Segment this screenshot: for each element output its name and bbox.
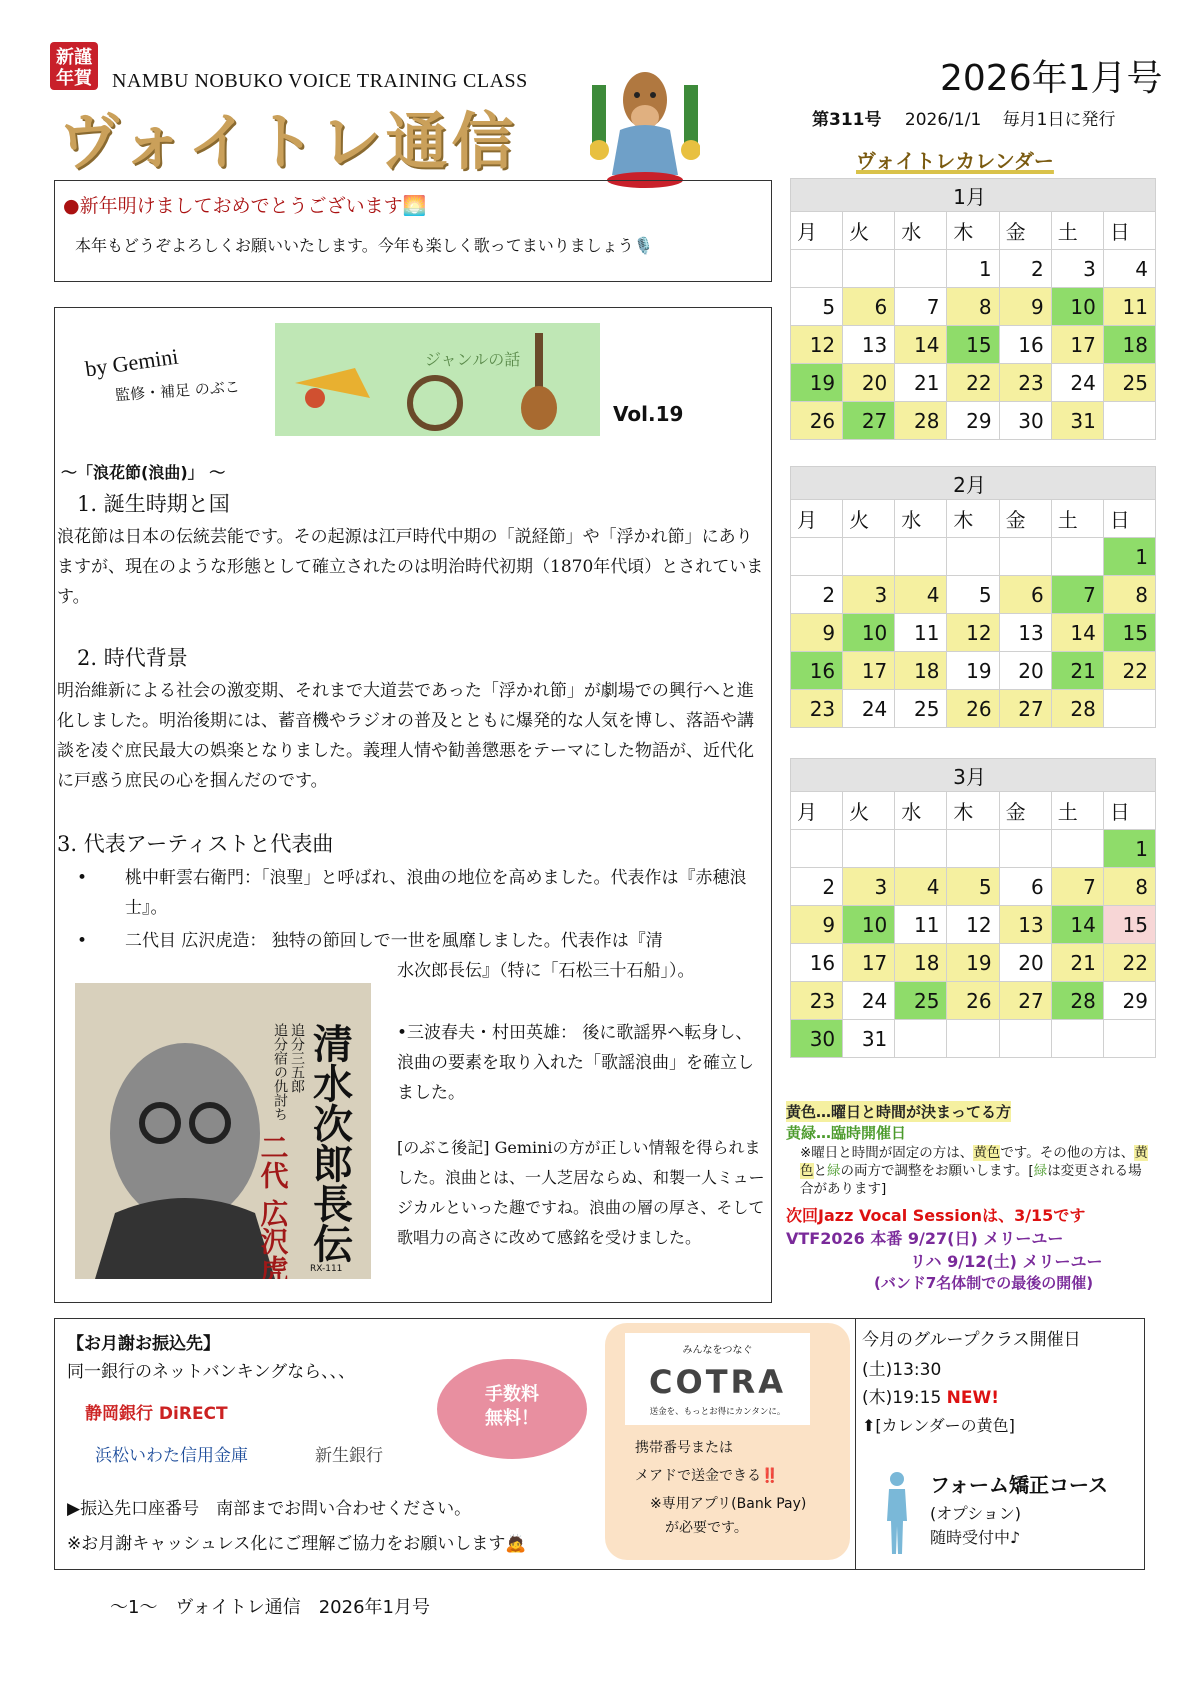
calendar-week-row <box>791 868 1156 906</box>
fee-free-bubble <box>437 1359 587 1459</box>
genre-banner <box>275 323 600 436</box>
calendar-day <box>895 830 947 868</box>
calendar-day: 14 <box>1051 614 1103 652</box>
calendar-week-row <box>791 830 1156 868</box>
calendar-day: 1 <box>947 250 999 288</box>
horse-mascot-illustration <box>590 55 700 190</box>
weekday-header: 金 <box>999 792 1051 830</box>
byline: by Gemini <box>83 343 180 382</box>
calendar-day <box>999 1020 1051 1058</box>
calendar-day: 10 <box>843 614 895 652</box>
calendar-day <box>1051 538 1103 576</box>
calendar-day <box>947 1020 999 1058</box>
calendar-day: 9 <box>791 906 843 944</box>
note-yellow: 黄色 <box>973 1145 1001 1161</box>
greeting-title: ●新年明けましておめでとうございます🌅 <box>63 195 427 217</box>
calendar-day: 3 <box>843 576 895 614</box>
vtf-performance: VTF2026 本番 9/27(日) メリーユー <box>786 1229 1064 1248</box>
calendar-week-row <box>791 1020 1156 1058</box>
calendar-day: 15 <box>947 326 999 364</box>
weekday-header: 月 <box>791 212 843 250</box>
legend-yellow: 黄色…曜日と時間が決まってる方 <box>786 1103 1012 1121</box>
calendar-day: 26 <box>947 690 999 728</box>
calendar-day: 2 <box>791 576 843 614</box>
album-subtitle-1: 追分三五郎 <box>289 1023 305 1093</box>
list-item-text: 二代目 広沢虎造： 独特の節回しで一世を風靡しました。代表作は『清 <box>125 931 663 951</box>
issue-title: 2026年1月号 <box>940 58 1163 99</box>
calendar-week-row <box>791 288 1156 326</box>
issue-date: 2026/1/1 <box>904 110 982 130</box>
calendar-day: 6 <box>843 288 895 326</box>
weekday-header: 土 <box>1051 792 1103 830</box>
section-2-title: 2. 時代背景 <box>77 646 188 670</box>
calendar-day: 21 <box>1051 652 1103 690</box>
cotra-card <box>605 1323 850 1560</box>
vtf-note: (バンド7名体制での最後の開催) <box>874 1274 1094 1292</box>
calendar-day: 7 <box>1051 576 1103 614</box>
calendar-week-row <box>791 364 1156 402</box>
calendar-day: 25 <box>895 982 947 1020</box>
album-artist: 二代 広沢虎造 <box>256 1133 290 1279</box>
cotra-subline: 送金を、もっとお得にカンタンに。 <box>649 1407 786 1417</box>
class-name: NAMBU NOBUKO VOICE TRAINING CLASS <box>112 70 528 92</box>
issue-cycle: 毎月1日に発行 <box>1002 110 1116 130</box>
calendar-week-row <box>791 652 1156 690</box>
payment-title: 【お月謝お振込先】 <box>67 1334 220 1354</box>
calendar-day: 31 <box>843 1020 895 1058</box>
calendar-day: 29 <box>947 402 999 440</box>
calendar-day: 30 <box>791 1020 843 1058</box>
calendar-day: 31 <box>1051 402 1103 440</box>
calendar-day: 23 <box>791 690 843 728</box>
calendar-day: 24 <box>1051 364 1103 402</box>
calendar-day: 19 <box>947 944 999 982</box>
bullet-icon: • <box>77 931 88 951</box>
weekday-header: 月 <box>791 792 843 830</box>
calendar-day: 9 <box>791 614 843 652</box>
group-class-title: 今月のグループクラス開催日 <box>862 1330 1081 1350</box>
group-class-saturday: (土)13:30 <box>862 1360 942 1380</box>
calendar-day: 17 <box>843 652 895 690</box>
album-title: 清水次郎長伝 <box>306 1023 354 1263</box>
calendar-day: 14 <box>1051 906 1103 944</box>
album-subtitle-2: 追分宿の仇討ち <box>272 1023 288 1121</box>
calendar-day <box>895 1020 947 1058</box>
calendar-week-row <box>791 402 1156 440</box>
calendar-day <box>791 250 843 288</box>
calendar-day: 21 <box>895 364 947 402</box>
payment-box <box>54 1318 856 1570</box>
calendar-day: 11 <box>1103 288 1155 326</box>
section-1-title: 1. 誕生時期と国 <box>77 492 230 516</box>
calendar-day <box>791 538 843 576</box>
new-badge: NEW! <box>946 1388 1000 1408</box>
calendar-day: 8 <box>1103 868 1155 906</box>
calendar-day: 3 <box>843 868 895 906</box>
volume-label: Vol.19 <box>613 402 684 426</box>
calendar-day: 2 <box>791 868 843 906</box>
calendar-day: 6 <box>999 868 1051 906</box>
calendar-day: 7 <box>895 288 947 326</box>
calendar-day: 25 <box>895 690 947 728</box>
calendar-week-row <box>791 576 1156 614</box>
calendar-week-row <box>791 690 1156 728</box>
calendar-day: 11 <box>895 614 947 652</box>
calendar-february <box>790 466 1156 728</box>
calendar-day <box>1051 1020 1103 1058</box>
calendar-day: 16 <box>791 944 843 982</box>
calendar-day: 22 <box>1103 652 1155 690</box>
calendar-week-row <box>791 250 1156 288</box>
calendar-day: 24 <box>843 982 895 1020</box>
list-item <box>77 863 765 923</box>
greeting-box <box>54 180 772 282</box>
cashless-line: ※お月謝キャッシュレス化にご理解ご協力をお願いします🙇 <box>67 1534 527 1554</box>
postscript: [のぶこ後記] Geminiの方が正しい情報を得られました。浪曲とは、一人芝居ならぬ、和製一人ミュージカルといった趣ですね。浪曲の層の厚さ、そして歌唱力の高さに改めて感銘を受けました。 <box>397 1138 765 1247</box>
album-cover-image <box>75 983 371 1279</box>
weekday-header: 木 <box>947 212 999 250</box>
weekday-header: 土 <box>1051 500 1103 538</box>
note-yellow: 黄色 <box>800 1145 1148 1179</box>
bank-hamamatsu-logo: 浜松いわた信用金庫 <box>95 1446 248 1466</box>
calendar-day: 15 <box>1103 614 1155 652</box>
calendar-week-row <box>791 538 1156 576</box>
cotra-logo <box>625 1333 810 1425</box>
calendar-day <box>895 538 947 576</box>
list-item-text: 桃中軒雲右衛門：「浪聖」と呼ばれ、浪曲の地位を高めました。代表作は『赤穂浪士』。 <box>125 868 747 918</box>
cotra-text-4: が必要です。 <box>665 1520 748 1536</box>
list-item-continuation: 水次郎長伝』（特に「石松三十石船」）。 <box>397 961 695 981</box>
account-line: ▶振込先口座番号 南部までお問い合わせください。 <box>67 1499 472 1519</box>
cotra-text-2: メアドで送金できる‼️ <box>635 1468 779 1484</box>
calendar-day: 29 <box>1103 982 1155 1020</box>
calendar-day: 13 <box>843 326 895 364</box>
calendar-day: 9 <box>999 288 1051 326</box>
section-1-body: 浪花節は日本の伝統芸能です。その起源は江戸時代中期の「説経節」や「浮かれ節」にありますが、現在のような形態として確立されたのは明治時代初期（1870年代頃）とされています。 <box>57 527 764 607</box>
calendar-day <box>1103 402 1155 440</box>
calendar-day: 22 <box>947 364 999 402</box>
calendar-day: 12 <box>791 326 843 364</box>
calendar-day: 10 <box>843 906 895 944</box>
calendar-day <box>947 830 999 868</box>
calendar-march <box>790 758 1156 1058</box>
calendar-day: 30 <box>999 402 1051 440</box>
calendar-day <box>895 250 947 288</box>
payment-line: 同一銀行のネットバンキングなら、、、 <box>67 1362 356 1382</box>
weekday-header: 日 <box>1103 500 1155 538</box>
calendar-day: 2 <box>999 250 1051 288</box>
calendar-day: 20 <box>999 652 1051 690</box>
weekday-header: 日 <box>1103 792 1155 830</box>
calendar-day: 4 <box>895 868 947 906</box>
next-jazz-session: 次回Jazz Vocal Sessionは、3/15です <box>786 1206 1086 1225</box>
masthead-title: ヴォイトレ通信 <box>58 105 518 178</box>
bank-shizuoka-logo: 静岡銀行 DiRECT <box>85 1404 228 1424</box>
calendar-day: 19 <box>947 652 999 690</box>
calendar-day: 20 <box>843 364 895 402</box>
article-heading: 〜「浪花節(浪曲)」 〜 <box>61 463 226 482</box>
calendar-week-row <box>791 326 1156 364</box>
calendar-day: 12 <box>947 906 999 944</box>
calendar-day: 1 <box>1103 830 1155 868</box>
svg-text:新謹: 新謹 <box>56 47 92 68</box>
calendar-day: 5 <box>947 576 999 614</box>
calendar-day: 3 <box>1051 250 1103 288</box>
calendar-heading: ヴォイトレカレンダー <box>856 149 1054 173</box>
calendar-day: 27 <box>999 690 1051 728</box>
calendar-day <box>843 538 895 576</box>
banner-text: ジャンルの話 <box>425 350 521 369</box>
calendar-week-row <box>791 982 1156 1020</box>
form-course-title: フォーム矯正コース <box>930 1473 1108 1497</box>
note-text: と <box>813 1163 827 1179</box>
vtf-rehearsal: リハ 9/12(土) メリーユー <box>910 1252 1103 1271</box>
cotra-tagline: みんなをつなぐ <box>682 1345 753 1356</box>
note-text: の両方で調整をお願いします。[ <box>840 1163 1034 1179</box>
calendar-day: 18 <box>895 652 947 690</box>
supervisor-credit: 監修・補足 のぶこ <box>114 377 241 405</box>
issue-number: 第311号 <box>812 110 882 130</box>
calendar-day <box>791 830 843 868</box>
bank-shinsei-logo: 新生銀行 <box>315 1446 383 1466</box>
calendar-day: 18 <box>895 944 947 982</box>
calendar-day <box>999 538 1051 576</box>
calendar-day: 12 <box>947 614 999 652</box>
section-3-title: 3. 代表アーティストと代表曲 <box>57 832 334 856</box>
weekday-header: 木 <box>947 500 999 538</box>
weekday-header: 金 <box>999 500 1051 538</box>
calendar-day: 27 <box>999 982 1051 1020</box>
fee-free-text: 手数料 無料！ <box>485 1384 539 1429</box>
section-2-body: 明治維新による社会の激変期、それまで大道芸であった「浮かれ節」が劇場での興行へと進化しました。明治後期には、蓄音機やラジオの普及とともに爆発的な人気を博し、落語や講談を凌ぐ庶民最大の娯楽となりました。義理人情や勧善懲悪をテーマにした物語が、近代化に戸惑う庶民の心を掴んだのです。 <box>57 681 754 791</box>
calendar-day: 17 <box>1051 326 1103 364</box>
calendar-day <box>843 250 895 288</box>
note-text: です。その他の方は、 <box>1000 1145 1135 1161</box>
calendar-day: 26 <box>947 982 999 1020</box>
calendar-day: 13 <box>999 614 1051 652</box>
cotra-text-3: ※専用アプリ(Bank Pay) <box>650 1496 807 1512</box>
calendar-day <box>947 538 999 576</box>
weekday-header: 火 <box>843 792 895 830</box>
calendar-day: 1 <box>1103 538 1155 576</box>
weekday-header: 金 <box>999 212 1051 250</box>
nenga-stamp <box>48 40 100 92</box>
calendar-week-row <box>791 944 1156 982</box>
article-box <box>54 307 772 1303</box>
page-footer: 〜1〜 ヴォイトレ通信 2026年1月号 <box>110 1597 430 1618</box>
note-green: 緑 <box>1033 1163 1048 1179</box>
group-class-thursday <box>862 1383 999 1408</box>
cotra-name: COTRA <box>649 1363 786 1401</box>
calendar-day: 16 <box>791 652 843 690</box>
calendar-day: 22 <box>1103 944 1155 982</box>
calendar-day: 5 <box>947 868 999 906</box>
legend-green: 黄緑…臨時開催日 <box>786 1124 907 1142</box>
weekday-header: 水 <box>895 212 947 250</box>
calendar-month-label: 1月 <box>791 179 1156 212</box>
weekday-header: 水 <box>895 500 947 538</box>
list-item <box>77 926 765 956</box>
note-green: 緑 <box>827 1163 841 1179</box>
calendar-day: 8 <box>947 288 999 326</box>
calendar-day: 18 <box>1103 326 1155 364</box>
calendar-day: 10 <box>1051 288 1103 326</box>
calendar-day: 25 <box>1103 364 1155 402</box>
weekday-header: 火 <box>843 212 895 250</box>
calendar-day: 16 <box>999 326 1051 364</box>
calendar-week-row <box>791 614 1156 652</box>
calendar-day <box>999 830 1051 868</box>
calendar-january <box>790 178 1156 440</box>
issue-meta <box>812 105 1116 130</box>
calendar-day: 4 <box>1103 250 1155 288</box>
calendar-day: 23 <box>791 982 843 1020</box>
note-text: は変更される場合があります] <box>800 1163 1142 1197</box>
calendar-day: 24 <box>843 690 895 728</box>
calendar-week-row <box>791 906 1156 944</box>
calendar-day: 11 <box>895 906 947 944</box>
weekday-header: 水 <box>895 792 947 830</box>
calendar-day: 8 <box>1103 576 1155 614</box>
form-course-accept: 随時受付中♪ <box>930 1528 1021 1547</box>
greeting-body: 本年もどうぞよろしくお願いいたします。今年も楽しく歌ってまいりましょう🎙️ <box>75 236 654 255</box>
calendar-day: 7 <box>1051 868 1103 906</box>
group-class-box <box>855 1318 1145 1570</box>
instruments-illustration <box>275 323 600 436</box>
calendar-day: 28 <box>1051 982 1103 1020</box>
svg-text:年賀: 年賀 <box>56 68 92 89</box>
bullet-icon: • <box>77 868 88 888</box>
form-course-option: (オプション) <box>930 1504 1022 1523</box>
calendar-day: 17 <box>843 944 895 982</box>
calendar-month-label: 2月 <box>791 467 1156 500</box>
note-text: ※曜日と時間が固定の方は、 <box>800 1145 974 1161</box>
calendar-day: 20 <box>999 944 1051 982</box>
weekday-header: 月 <box>791 500 843 538</box>
calendar-day <box>1103 1020 1155 1058</box>
calendar-day: 28 <box>895 402 947 440</box>
weekday-header: 日 <box>1103 212 1155 250</box>
group-class-thursday-time: (木)19:15 <box>862 1388 942 1408</box>
weekday-header: 土 <box>1051 212 1103 250</box>
album-code: RX-111 <box>310 1264 343 1274</box>
calendar-day: 13 <box>999 906 1051 944</box>
weekday-header: 火 <box>843 500 895 538</box>
calendar-day: 15 <box>1103 906 1155 944</box>
calendar-day: 5 <box>791 288 843 326</box>
group-class-note: ⬆[カレンダーの黄色] <box>862 1416 1015 1435</box>
calendar-day: 19 <box>791 364 843 402</box>
calendar-day: 27 <box>843 402 895 440</box>
calendar-month-label: 3月 <box>791 759 1156 792</box>
weekday-header: 木 <box>947 792 999 830</box>
calendar-day <box>1103 690 1155 728</box>
calendar-day: 6 <box>999 576 1051 614</box>
calendar-day: 14 <box>895 326 947 364</box>
calendar-day: 26 <box>791 402 843 440</box>
legend-note <box>800 1144 1150 1198</box>
person-figure-icon <box>884 1471 910 1556</box>
calendar-day: 21 <box>1051 944 1103 982</box>
calendar-day <box>843 830 895 868</box>
calendar-day: 28 <box>1051 690 1103 728</box>
calendar-day <box>1051 830 1103 868</box>
calendar-day: 4 <box>895 576 947 614</box>
list-item: •三波春夫・村田英雄： 後に歌謡界へ転身し、浪曲の要素を取り入れた「歌謡浪曲」を確立しました。 <box>397 1023 754 1103</box>
cotra-text-1: 携帯番号または <box>635 1440 733 1456</box>
calendar-day: 23 <box>999 364 1051 402</box>
